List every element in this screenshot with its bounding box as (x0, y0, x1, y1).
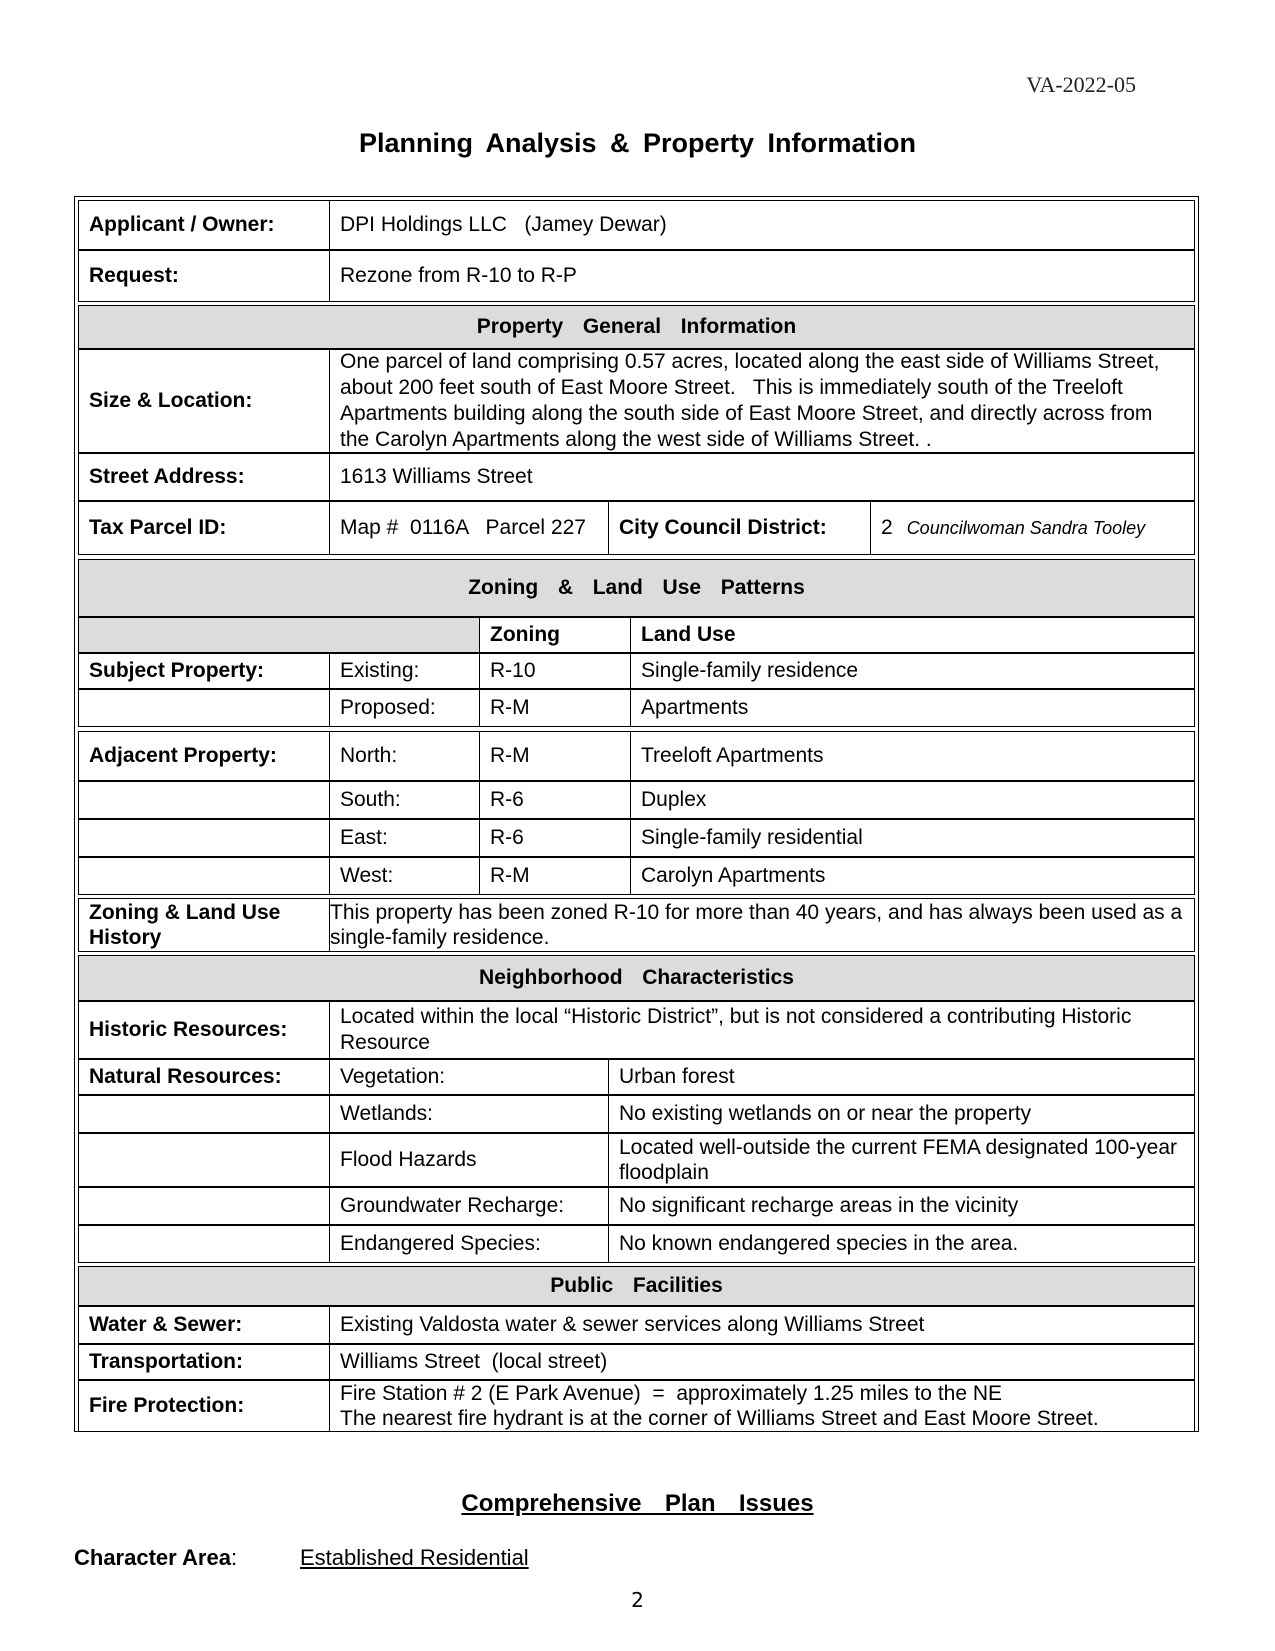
section-heading: Public Facilities (79, 1267, 1194, 1305)
natural-value: No significant recharge areas in the vicinity (619, 1194, 1019, 1217)
zoning-header: Zoning (480, 618, 631, 652)
page-title: Planning Analysis & Property Information (358, 128, 917, 158)
subject-type: Existing: (330, 654, 480, 688)
street-address-label: Street Address: (79, 454, 330, 500)
water-sewer-label: Water & Sewer: (79, 1307, 330, 1343)
section-heading: Property General Information (79, 306, 1194, 348)
blank-label-cell (79, 690, 330, 726)
natural-value: Urban forest (619, 1065, 735, 1088)
water-sewer-value: Existing Valdosta water & sewer services along Williams Street (340, 1313, 925, 1336)
zoning-history-label: Zoning & Land Use History (79, 899, 330, 951)
adjacent-zoning: R-6 (480, 820, 631, 856)
transportation-value: Williams Street (local street) (340, 1350, 608, 1373)
zoning-header-blank (79, 618, 480, 652)
adjacent-zoning: R-M (480, 732, 631, 780)
tax-parcel-value: Map # 0116A Parcel 227 (330, 502, 609, 554)
zoning-history-row (78, 898, 1195, 952)
street-address-row (78, 453, 1195, 501)
subject-land-use: Apartments (641, 696, 749, 719)
adjacent-north-row (78, 731, 1195, 781)
subject-type: Proposed: (330, 690, 480, 726)
natural-resources-label: Natural Resources: (79, 1060, 330, 1094)
adjacent-land-use: Carolyn Apartments (641, 864, 826, 887)
request-row (78, 250, 1195, 302)
section-heading: Zoning & Land Use Patterns (79, 560, 1194, 616)
council-district-rep: Councilwoman Sandra Tooley (906, 518, 1146, 538)
adjacent-direction: West: (330, 858, 480, 894)
subject-zoning: R-10 (480, 654, 631, 688)
adjacent-south-row (78, 781, 1195, 819)
adjacent-direction: South: (330, 782, 480, 818)
character-area-colon: : (230, 1545, 238, 1570)
applicant-value: DPI Holdings LLC (Jamey Dewar) (340, 213, 667, 236)
blank-label-cell (79, 1226, 330, 1262)
blank-label-cell (79, 1134, 330, 1186)
section-property-general (78, 305, 1195, 349)
size-location-value: One parcel of land comprising 0.57 acres, located along the east side of Williams Street, about 200 feet south of East Moore Street. This is immediately south of the Treeloft Apartments building along the south side of East Moore Street, and directly across from the Carolyn Apartments along the west side of Williams Street. . (340, 350, 1166, 451)
request-value: Rezone from R-10 to R-P (340, 264, 577, 287)
fire-hydrant-line: The nearest fire hydrant is at the corner of Williams Street and East Moore Street. (340, 1407, 1099, 1430)
adjacent-zoning: R-M (480, 858, 631, 894)
zoning-history-value: This property has been zoned R-10 for more than 40 years, and has always been used as a single-family residence. (330, 901, 1183, 949)
subject-land-use: Single-family residence (641, 659, 859, 682)
tax-parcel-row (78, 501, 1195, 555)
land-use-header: Land Use (641, 623, 736, 646)
section-heading: Neighborhood Characteristics (79, 956, 1194, 1000)
section-neighborhood (78, 955, 1195, 1001)
street-address-value: 1613 Williams Street (340, 465, 533, 488)
historic-resources-label: Historic Resources: (79, 1002, 330, 1058)
council-district-label: City Council District: (609, 502, 871, 554)
transportation-label: Transportation: (79, 1345, 330, 1379)
adjacent-zoning: R-6 (480, 782, 631, 818)
request-label: Request: (79, 251, 330, 301)
fire-protection-row (78, 1380, 1195, 1432)
fire-protection-label: Fire Protection: (79, 1381, 330, 1431)
natural-item: Flood Hazards (330, 1134, 609, 1186)
blank-label-cell (79, 858, 330, 894)
water-sewer-row (78, 1306, 1195, 1344)
natural-value: Located well-outside the current FEMA designated 100-year floodplain (619, 1136, 1177, 1184)
subject-property-label: Subject Property: (79, 654, 330, 688)
subject-existing-row (78, 653, 1195, 689)
character-area-value: Established Residential (300, 1545, 529, 1570)
natural-flood-row (78, 1133, 1195, 1187)
subject-zoning: R-M (480, 690, 631, 726)
blank-label-cell (79, 1188, 330, 1224)
adjacent-land-use: Single-family residential (641, 826, 863, 849)
blank-label-cell (79, 820, 330, 856)
natural-groundwater-row (78, 1187, 1195, 1225)
council-district-number: 2 (881, 516, 893, 539)
plan-heading: Comprehensive Plan Issues (461, 1490, 814, 1517)
natural-item: Wetlands: (330, 1096, 609, 1132)
adjacent-land-use: Duplex (641, 788, 707, 811)
page-number: 2 (631, 1588, 644, 1612)
character-area (74, 1545, 529, 1571)
fire-protection-value (330, 1381, 1194, 1431)
transportation-row (78, 1344, 1195, 1380)
adjacent-land-use: Treeloft Apartments (641, 744, 824, 767)
adjacent-east-row (78, 819, 1195, 857)
natural-wetlands-row (78, 1095, 1195, 1133)
natural-item: Endangered Species: (330, 1226, 609, 1262)
section-zoning (78, 559, 1195, 617)
natural-value: No existing wetlands on or near the property (619, 1102, 1032, 1125)
adjacent-direction: East: (330, 820, 480, 856)
council-district-value (871, 502, 1194, 554)
subject-proposed-row (78, 689, 1195, 727)
natural-endangered-row (78, 1225, 1195, 1263)
natural-item: Vegetation: (330, 1060, 609, 1094)
zoning-header-row (78, 617, 1195, 653)
historic-resources-value: Located within the local “Historic District”, but is not considered a contributing Historic Resource (340, 1005, 1132, 1054)
adjacent-direction: North: (330, 732, 480, 780)
adjacent-property-label: Adjacent Property: (79, 732, 330, 780)
fire-station-line: Fire Station # 2 (E Park Avenue) = approximately 1.25 miles to the NE (340, 1382, 1003, 1405)
section-public-facilities (78, 1266, 1195, 1306)
document-id: VA-2022-05 (1026, 72, 1136, 97)
blank-label-cell (79, 1096, 330, 1132)
applicant-row (78, 200, 1195, 250)
natural-value: No known endangered species in the area. (619, 1232, 1019, 1255)
blank-label-cell (79, 782, 330, 818)
historic-resources-row (78, 1001, 1195, 1059)
applicant-label: Applicant / Owner: (79, 201, 330, 249)
size-location-label: Size & Location: (79, 350, 330, 452)
adjacent-west-row (78, 857, 1195, 895)
natural-vegetation-row (78, 1059, 1195, 1095)
size-location-row (78, 349, 1195, 453)
character-area-label: Character Area (74, 1545, 231, 1570)
natural-item: Groundwater Recharge: (330, 1188, 609, 1224)
tax-parcel-label: Tax Parcel ID: (79, 502, 330, 554)
